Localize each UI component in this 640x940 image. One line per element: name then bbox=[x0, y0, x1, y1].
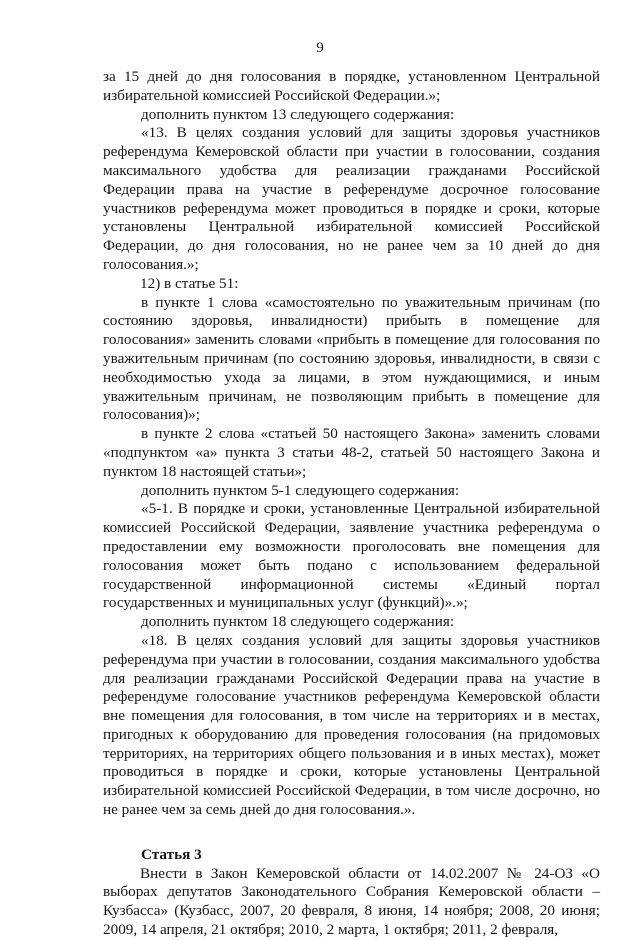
document-body bbox=[103, 68, 600, 940]
paragraph-amend-item-13: дополнить пунктом 13 следующего содержания: bbox=[141, 105, 455, 123]
paragraph-amend-item-5-1: дополнить пунктом 5-1 следующего содержания: bbox=[141, 481, 460, 499]
paragraph-amend-item-18: дополнить пунктом 18 следующего содержания: bbox=[141, 613, 455, 631]
paragraph-item-13-text: «13. В целях создания условий для защиты здоровья участников референдума Кемеровской области при участии в голосовании, создания максимального удобства для реализации гражданами Российской Федерации права на участие в референдуме досрочное голосование участников референдума может проводиться в порядке и сроки, которые установлены Центральной избирательной комиссией Российской Федерации, до дня голосования, но не ранее чем за 10 дней до дня голосования.»; bbox=[103, 124, 600, 273]
paragraph-article-51-item-2: в пункте 2 слова «статьей 50 настоящего Закона» заменить словами «подпунктом «а» пункта 3 статьи 48-2, статьей 50 настоящего Закона и пунктом 18 настоящей статьи»; bbox=[103, 425, 600, 480]
paragraph-article-3-text: Внести в Закон Кемеровской области от 14.02.2007 № 24-ОЗ «О выборах депутатов Законодательного Собрания Кемеровской области – Кузбасса» (Кузбасс, 2007, 20 февраля, 8 июня, 14 ноября; 2008, 20 июня; 2009, 14 апреля, 21 октября; 2010, 2 марта, 1 октября; 2011, 2 февраля, bbox=[103, 864, 600, 939]
paragraph-item-5-1-text: «5-1. В порядке и сроки, установленные Центральной избирательной комиссией Российской Федерации, заявление участника референдума о предоставлении ему возможности проголосовать вне помещения для голосования может быть подано с использованием федеральной государственной информационной системы «Единый портал государственных и муниципальных услуг (функций)».»; bbox=[103, 500, 600, 612]
paragraph-continuation: за 15 дней до дня голосования в порядке, установленном Центральной избирательной комиссией Российской Федерации.»; bbox=[103, 68, 600, 104]
paragraph-subitem-12: 12) в статье 51: bbox=[140, 274, 239, 292]
paragraph-article-51-item-1: в пункте 1 слова «самостоятельно по уважительным причинам (по состоянию здоровья, инвалидности) прибыть в помещение для голосования» заменить словами «прибыть в помещение для голосования по уважительным причинам (по состоянию здоровья, инвалидности, в связи с необходимостью ухода за лицами, в этом нуждающимися, и иным уважительным причинам, не позволяющим прибыть в помещение для голосования)»; bbox=[103, 293, 600, 424]
page-number: 9 bbox=[316, 40, 324, 56]
section-spacer bbox=[103, 820, 600, 846]
article-3-heading: Статья 3 bbox=[141, 845, 202, 863]
paragraph-item-18-text: «18. В целях создания условий для защиты здоровья участников референдума при участии в голосовании, создания максимального удобства для реализации гражданами Российской Федерации права на участие в референдуме голосование участников референдума Кемеровской области вне помещения для голосования, в том числе на территориях и в местах, пригодных к оборудованию для проведения голосования (на придомовых территориях, на территориях общего пользования и в иных местах), может проводиться в порядке и сроки, которые установлены Центральной избирательной комиссией Российской Федерации, в том числе досрочно, но не ранее чем за семь дней до дня голосования.». bbox=[103, 631, 600, 819]
